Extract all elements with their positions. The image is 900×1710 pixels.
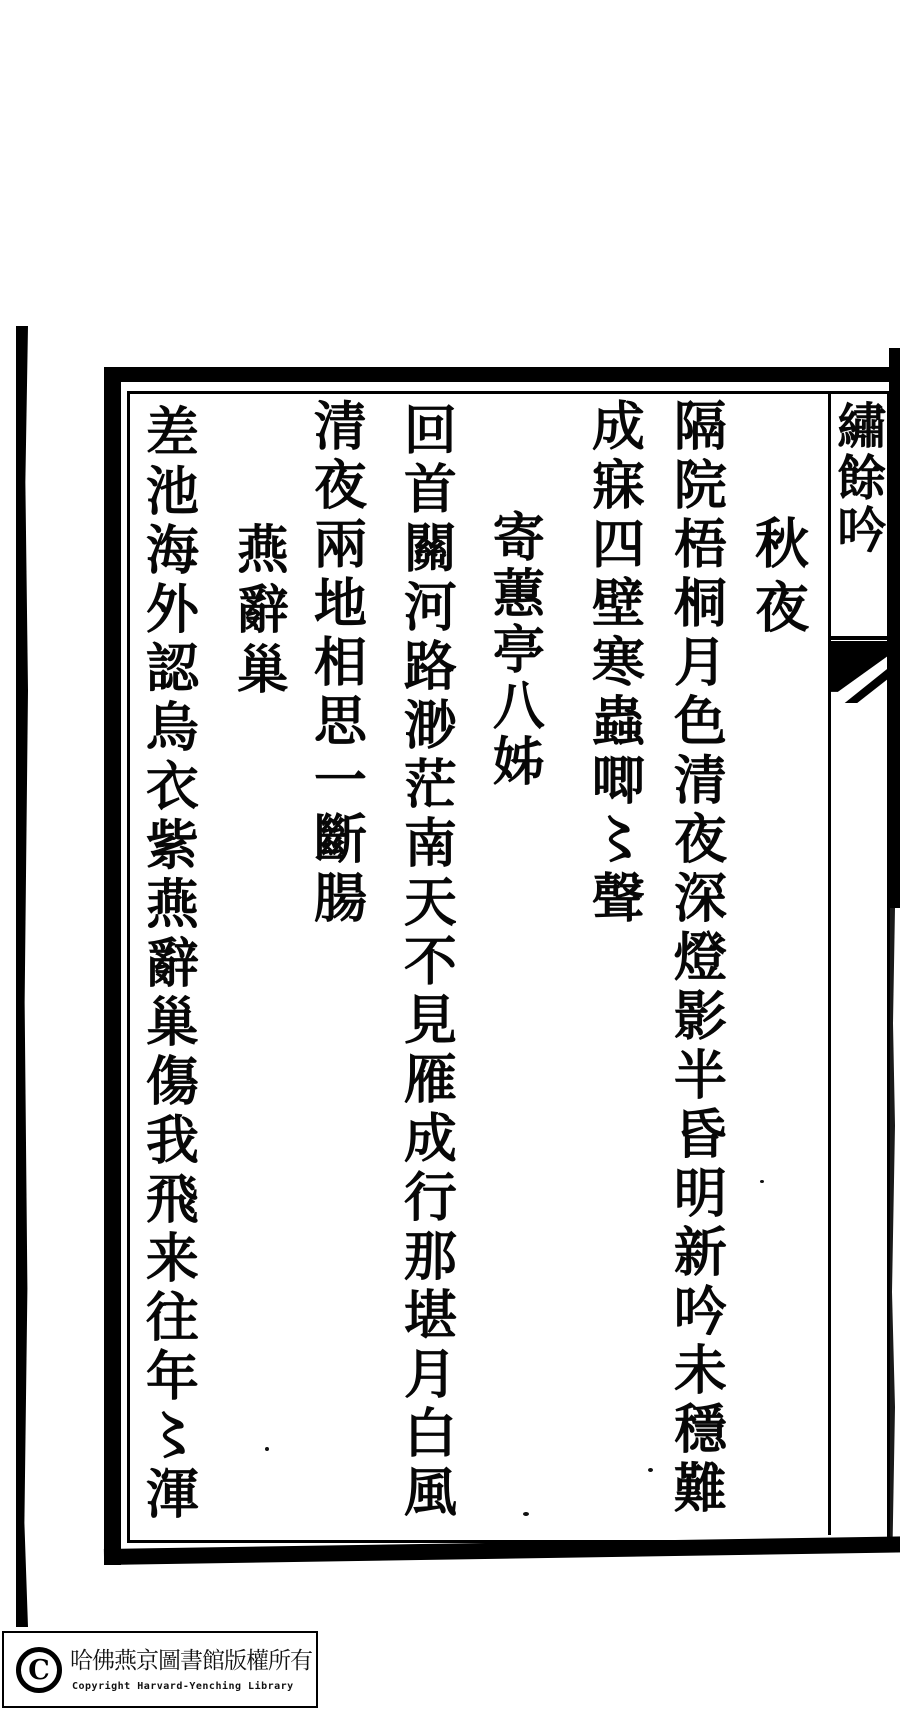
- book-title: 繡餘吟: [829, 400, 888, 556]
- copyright-icon: [16, 1647, 62, 1693]
- poem-title-yancichao: 燕辭巢: [227, 522, 289, 702]
- poem-column: 清夜兩地相思一斷腸: [305, 398, 368, 929]
- copyright-text-chinese: 哈佛燕京圖書館版權所有: [70, 1648, 312, 1674]
- copyright-symbol: C: [28, 1654, 50, 1686]
- fishtail-rule: [831, 636, 888, 640]
- margin-column-divider: [828, 393, 831, 1535]
- poem-column: 隔院梧桐月色清夜深燈影半昏明新吟未穩難: [665, 398, 728, 1519]
- poem-title-qiuye: 秋夜: [746, 515, 811, 643]
- poem-column: 成寐四壁寒蟲唧〻聲: [583, 398, 646, 929]
- poem-title-jihuiting: 寄蕙亭八姊: [483, 510, 545, 790]
- poem-column: 回首關河路渺茫南天不見雁成行那堪月白風: [395, 402, 458, 1523]
- page-right-edge: [889, 348, 900, 908]
- poem-column: 差池海外認烏衣紫燕辭巢傷我飛来往年〻渾: [137, 404, 200, 1525]
- page-right-edge-lower: [890, 908, 895, 1548]
- frame-border-top: [104, 367, 900, 382]
- copyright-text-english: Copyright Harvard-Yenching Library: [72, 1681, 294, 1692]
- page-edge-line: [16, 326, 28, 1627]
- frame-border-left: [104, 367, 121, 1565]
